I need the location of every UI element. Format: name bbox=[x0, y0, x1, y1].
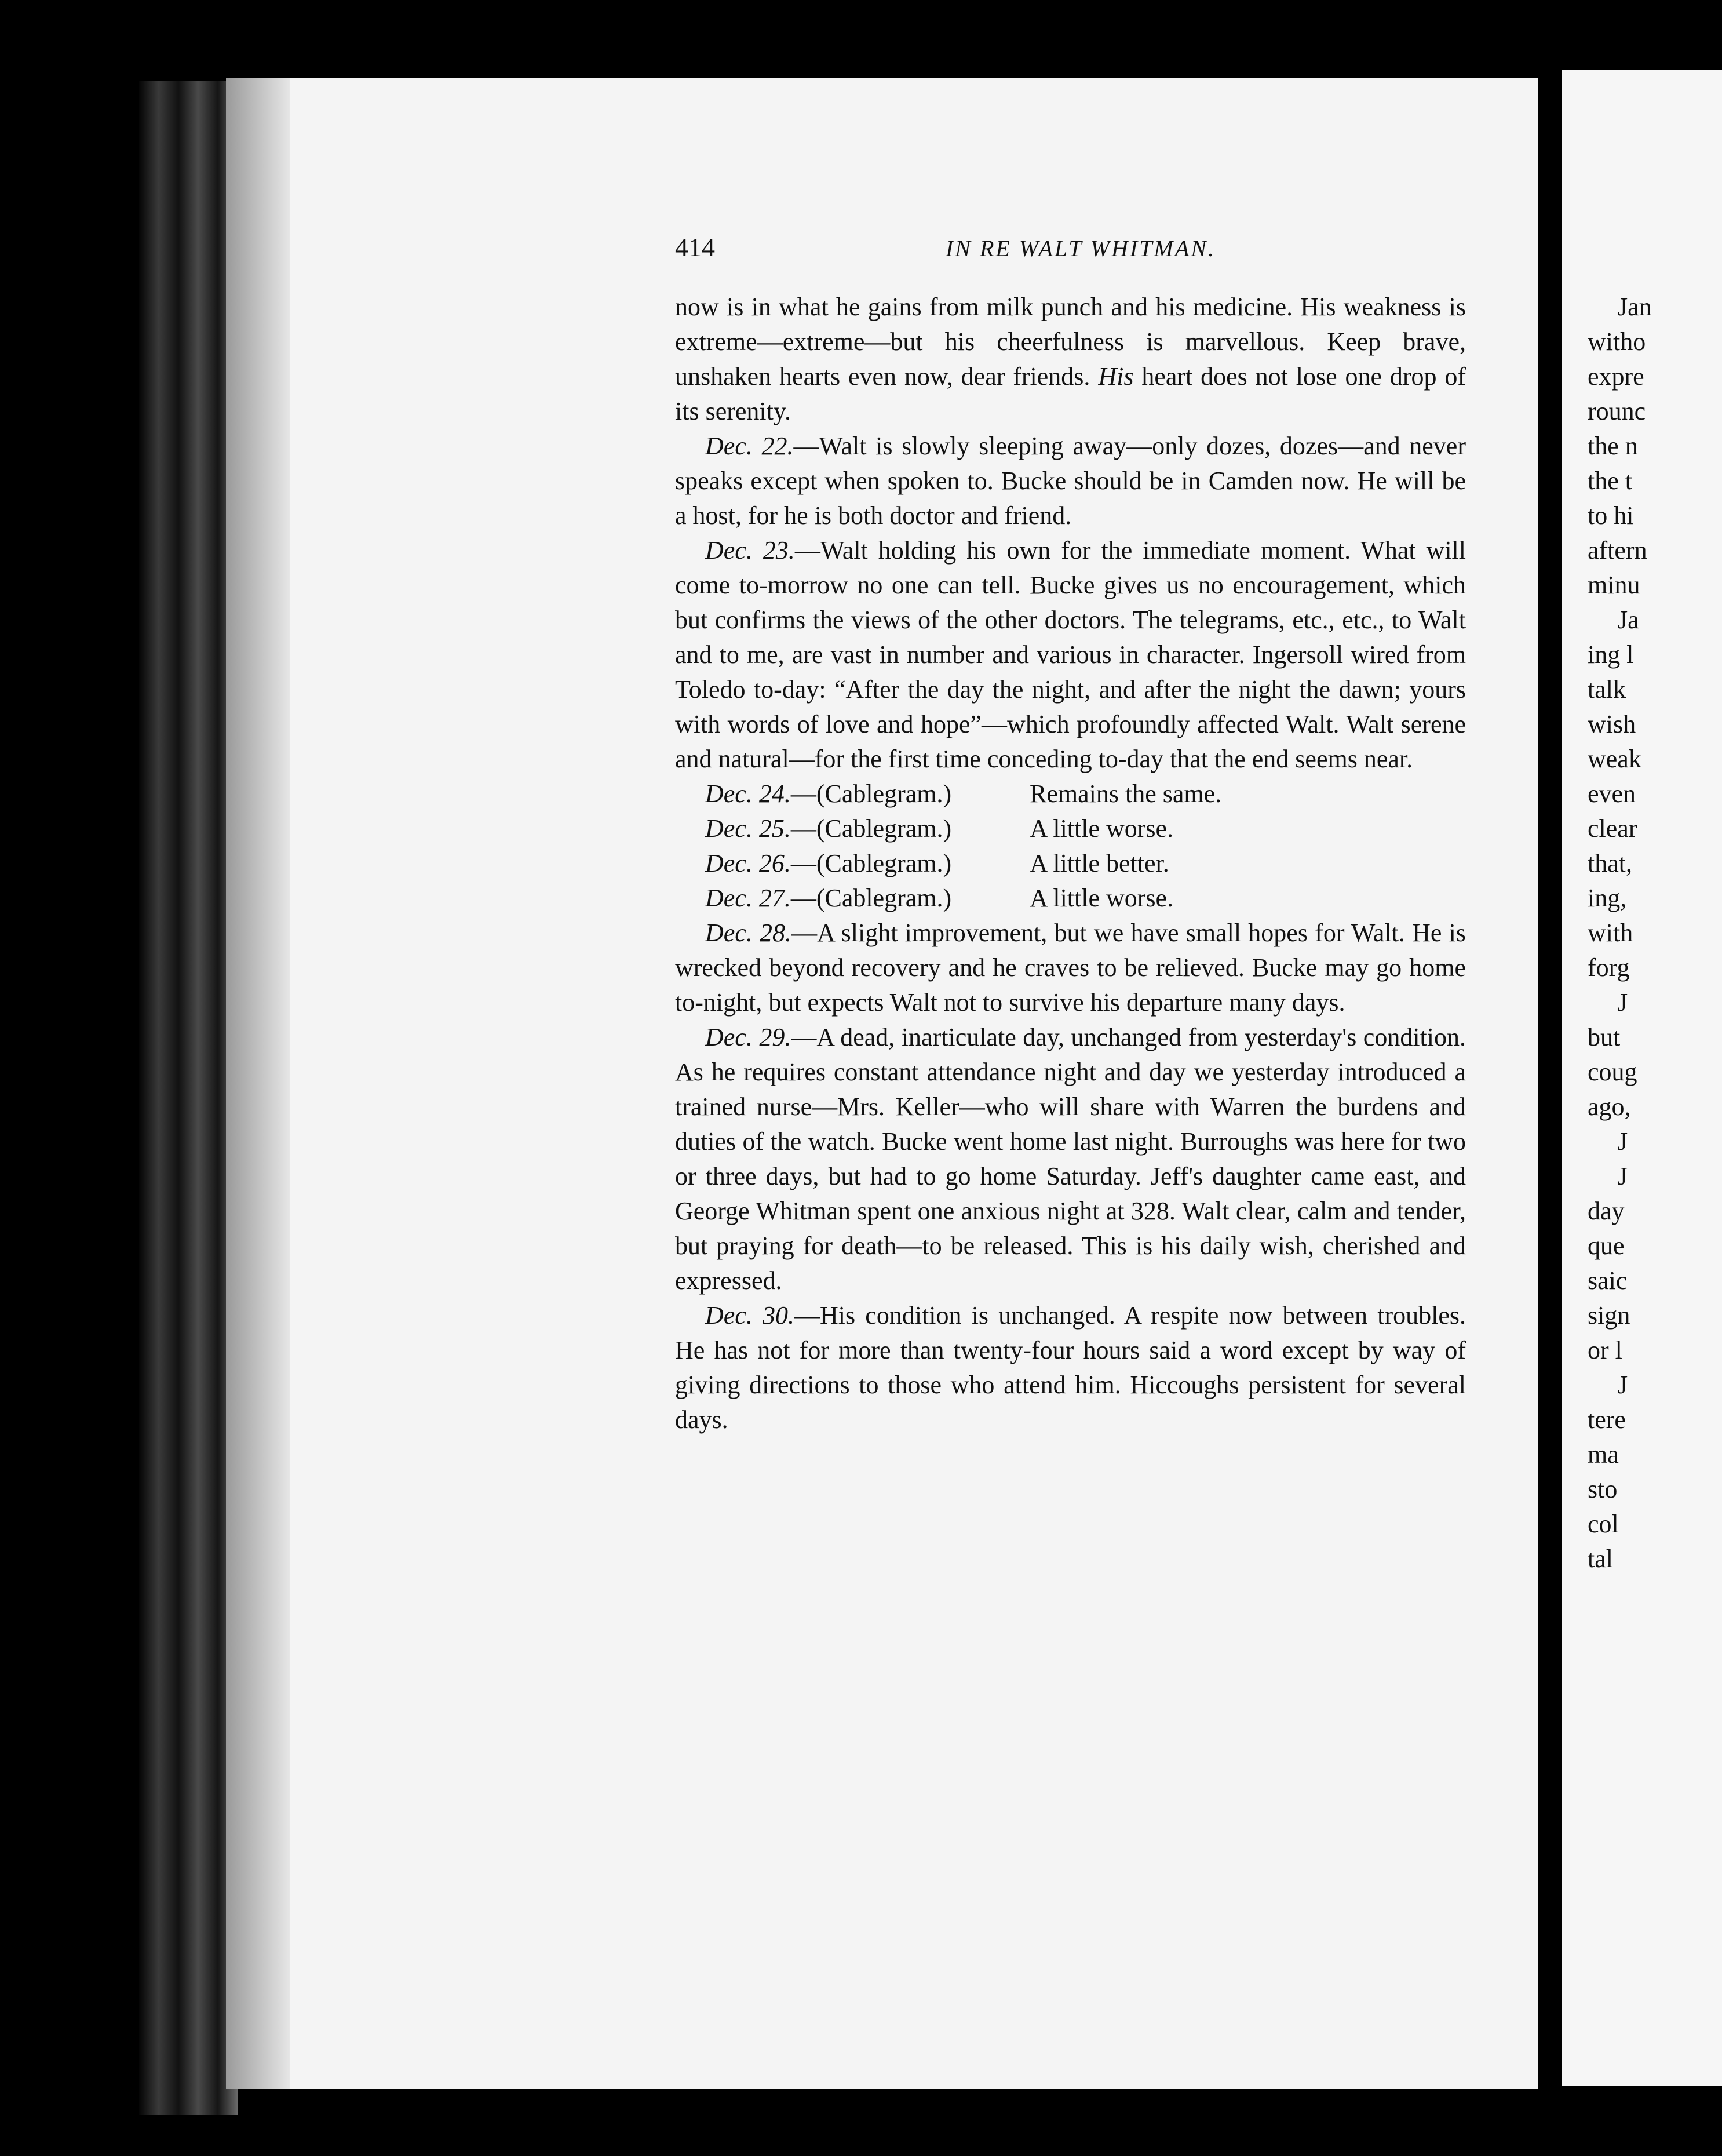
entry-date: Dec. 22. bbox=[705, 432, 794, 460]
right-page-line-fragment: J bbox=[1618, 1162, 1628, 1190]
right-page-line-fragment: que bbox=[1588, 1232, 1625, 1260]
cablegram-label bbox=[705, 811, 1030, 846]
right-page-line-fragment: tal bbox=[1588, 1545, 1613, 1573]
entry-date: Dec. 28. bbox=[705, 919, 792, 947]
entry-text: —His condition is unchanged. A respite now between troubles. He has not for more than twenty-four hours said a word except by way of giving directions to those who attend him. Hiccoughs persistent for several days. bbox=[675, 1301, 1466, 1434]
body-text bbox=[675, 290, 1466, 1437]
entry-date: Dec. 24. bbox=[705, 780, 791, 808]
right-page-line-fragment: that, bbox=[1588, 849, 1632, 877]
right-page-line-fragment: coug bbox=[1588, 1058, 1637, 1086]
entry-date: Dec. 23. bbox=[705, 536, 795, 565]
right-page-line-fragment: aftern bbox=[1588, 536, 1647, 565]
right-page-line-fragment: witho bbox=[1588, 327, 1646, 356]
cablegram-status: A little better. bbox=[1030, 849, 1169, 877]
right-page-line-fragment: wish bbox=[1588, 710, 1636, 738]
right-page-line-fragment: Jan bbox=[1618, 293, 1652, 321]
right-page-line-fragment: or l bbox=[1588, 1336, 1622, 1364]
running-head-text: IN RE WALT WHITMAN. bbox=[945, 235, 1216, 261]
entry-text: —A dead, inarticulate day, unchanged from yesterday's condition. As he requires constant attendance night and day we yesterday introduced a trained nurse—Mrs. Keller—who will share with Warren the burdens and duties of the watch. Bucke went home last night. Burroughs was here for two or three days, but had to go home Saturday. Jeff's daughter came east, and George Whitman spent one anxious night at 328. Walt clear, calm and tender, but praying for death—to be released. This is his daily wish, cherished and expressed. bbox=[675, 1023, 1466, 1295]
continuation-tail: heart does not lose one drop of its serenity. bbox=[675, 362, 1466, 425]
continuation-paragraph bbox=[675, 290, 1466, 429]
right-page-line-fragment: expre bbox=[1588, 362, 1644, 391]
entry-date: Dec. 29. bbox=[705, 1023, 791, 1051]
cablegram-status: Remains the same. bbox=[1030, 780, 1222, 808]
right-page-text-fragments bbox=[1588, 290, 1652, 1576]
right-page-line-fragment: weak bbox=[1588, 745, 1641, 773]
right-page-line-fragment: Ja bbox=[1618, 606, 1639, 634]
right-page-line-fragment: minu bbox=[1588, 571, 1640, 599]
entries-group-1 bbox=[675, 429, 1466, 777]
cablegram-tag: —(Cablegram.) bbox=[790, 780, 952, 808]
right-page-line-fragment: col bbox=[1588, 1510, 1619, 1538]
cablegram-list bbox=[675, 777, 1466, 916]
diary-entry bbox=[675, 429, 1466, 533]
diary-entry bbox=[675, 1298, 1466, 1437]
entry-date: Dec. 30. bbox=[705, 1301, 795, 1330]
right-page-line-fragment: talk bbox=[1588, 675, 1626, 704]
cablegram-tag: —(Cablegram.) bbox=[790, 849, 952, 877]
cablegram-label bbox=[705, 881, 1030, 916]
diary-entry bbox=[675, 533, 1466, 777]
cablegram-entry bbox=[705, 881, 1466, 916]
entries-group-2 bbox=[675, 916, 1466, 1437]
right-page-line-fragment: the t bbox=[1588, 467, 1632, 495]
cablegram-status: A little worse. bbox=[1030, 884, 1174, 912]
entry-date: Dec. 26. bbox=[705, 849, 791, 877]
right-page-line-fragment: forg bbox=[1588, 953, 1630, 982]
right-page-line-fragment: tere bbox=[1588, 1405, 1626, 1434]
cablegram-tag: —(Cablegram.) bbox=[790, 884, 952, 912]
page-number: 414 bbox=[675, 232, 715, 262]
cablegram-entry bbox=[705, 777, 1466, 811]
right-page-line-fragment: ago, bbox=[1588, 1092, 1631, 1121]
entry-text: —A slight improvement, but we have small hopes for Walt. He is wrecked beyond recovery and he craves to be relieved. Bucke may go home to-night, but expects Walt not to survive his departure many days. bbox=[675, 919, 1466, 1017]
right-page-line-fragment: J bbox=[1618, 988, 1628, 1017]
right-page-line-fragment: ing l bbox=[1588, 640, 1634, 669]
right-page-line-fragment: saic bbox=[1588, 1266, 1628, 1295]
diary-entry bbox=[675, 916, 1466, 1020]
right-page-line-fragment: day bbox=[1588, 1197, 1625, 1225]
emphasized-word: His bbox=[1098, 362, 1134, 391]
right-page-line-fragment: the n bbox=[1588, 432, 1638, 460]
right-page-line-fragment: but bbox=[1588, 1023, 1621, 1051]
right-page-line-fragment: rounc bbox=[1588, 397, 1646, 425]
right-page-line-fragment: clear bbox=[1588, 814, 1637, 843]
right-page-line-fragment: J bbox=[1618, 1127, 1628, 1156]
diary-entry bbox=[675, 1020, 1466, 1298]
cablegram-status: A little worse. bbox=[1030, 814, 1174, 843]
entry-date: Dec. 27. bbox=[705, 884, 791, 912]
cablegram-tag: —(Cablegram.) bbox=[790, 814, 952, 843]
right-page-line-fragment: ing, bbox=[1588, 884, 1627, 912]
cablegram-label bbox=[705, 777, 1030, 811]
cablegram-entry bbox=[705, 846, 1466, 881]
right-page-line-fragment: with bbox=[1588, 919, 1633, 947]
book-spine bbox=[139, 81, 238, 2115]
right-page-line-fragment: ma bbox=[1588, 1440, 1619, 1469]
continuation-text: now is in what he gains from milk punch and his medicine. His weakness is extreme—extreme—but his cheerfulness is marvellous. Keep brave, unshaken hearts even now, dear friends. bbox=[675, 293, 1466, 391]
right-page-line-fragment: to hi bbox=[1588, 501, 1634, 530]
entry-date: Dec. 25. bbox=[705, 814, 791, 843]
right-page-line-fragment: sign bbox=[1588, 1301, 1630, 1330]
page-gutter bbox=[1538, 70, 1562, 2110]
right-page-line-fragment: sto bbox=[1588, 1475, 1618, 1503]
entry-text: —Walt is slowly sleeping away—only dozes, dozes—and never speaks except when spoken to. Bucke should be in Camden now. He will be a host, for he is both doctor and friend. bbox=[675, 432, 1466, 530]
entry-text: —Walt holding his own for the immediate moment. What will come to-morrow no one can tell. Bucke gives us no encouragement, which but confirms the views of the other doctors. The telegrams, etc., etc., to Walt and to me, are vast in number and various in character. Ingersoll wired from Toledo to-day: “After the day the night, and after the night the dawn; yours with words of love and hope”—which profoundly affected Walt. Walt serene and natural—for the first time conceding to-day that the end seems near. bbox=[675, 536, 1466, 773]
cablegram-entry bbox=[705, 811, 1466, 846]
cablegram-label bbox=[705, 846, 1030, 881]
right-page-line-fragment: even bbox=[1588, 780, 1636, 808]
right-page-line-fragment: J bbox=[1618, 1371, 1628, 1399]
running-head bbox=[675, 235, 1486, 275]
